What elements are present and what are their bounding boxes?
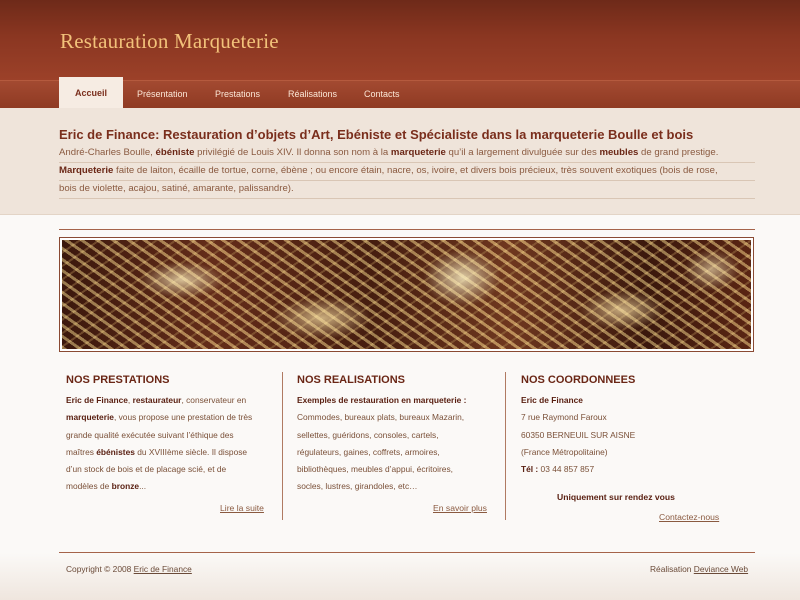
- intro-title: Eric de Finance: Restauration d’objets d’Art, Ebéniste et Spécialiste dans la marqueterie Boulle et bois: [59, 127, 694, 142]
- site-header: [0, 0, 800, 80]
- footer-divider: [59, 552, 755, 553]
- learn-more-link[interactable]: En savoir plus: [433, 503, 487, 513]
- nav-accueil[interactable]: Accueil: [59, 77, 123, 109]
- banner-divider: [59, 229, 755, 230]
- nav-prestations[interactable]: Prestations: [215, 89, 261, 99]
- footer-agency-link[interactable]: Deviance Web: [693, 564, 749, 574]
- footer-background: [0, 553, 800, 600]
- realisations-title: NOS REALISATIONS: [297, 374, 405, 386]
- prestations-title: NOS PRESTATIONS: [66, 374, 170, 386]
- coordonnees-title: NOS COORDONNEES: [521, 374, 636, 386]
- marquetry-banner-image: [59, 237, 754, 352]
- intro-section: [0, 108, 800, 215]
- intro-line-3: bois de violette, acajou, satiné, amarante, palissandre).: [59, 180, 755, 199]
- intro-line-1: André-Charles Boulle, ébéniste privilégié de Louis XIV. Il donna son nom à la marqueterie qu’il a largement divulguée sur des meubles de grand prestige.: [59, 144, 755, 163]
- main-nav: [0, 80, 800, 108]
- nav-contacts[interactable]: Contacts: [364, 89, 400, 99]
- contact-link[interactable]: Contactez-nous: [659, 512, 720, 522]
- realisations-text: Exemples de restauration en marqueterie : Commodes, bureaux plats, bureaux Mazarin, sellettes, guéridons, consoles, cartels, régulateurs, gaines, coffrets, armoires, bibliothèques, meubles d’appui, écritoires, socles, lustres, girandoles, etc…: [297, 395, 467, 492]
- column-divider-1: [282, 372, 283, 520]
- site-title[interactable]: Restauration Marqueterie: [60, 29, 279, 53]
- nav-realisations[interactable]: Réalisations: [288, 89, 338, 99]
- appointment-notice: Uniquement sur rendez vous: [557, 492, 675, 502]
- footer-owner-link[interactable]: Eric de Finance: [133, 564, 192, 574]
- prestations-text: Eric de Finance, restaurateur, conservateur en marqueterie, vous propose une prestation de très grande qualité exécutée suivant l’éthique des maîtres ébénistes du XVIIIème siècle. Il dispose d’un stock de bois et de placage scié, et de modèles de bronze...: [66, 395, 253, 492]
- column-divider-2: [505, 372, 506, 520]
- footer-credit: Réalisation Deviance Web: [650, 564, 749, 574]
- coordonnees-text: Eric de Finance 7 rue Raymond Faroux 60350 BERNEUIL SUR AISNE (France Métropolitaine) Tél : 03 44 857 857: [521, 395, 636, 475]
- boulle-marquetry-pattern: [62, 240, 751, 349]
- footer-copyright: Copyright © 2008 Eric de Finance: [66, 564, 192, 574]
- intro-line-2: Marqueterie faite de laiton, écaille de tortue, corne, ébène ; ou encore étain, nacre, os, ivoire, et divers bois précieux, très souvent exotiques (bois de rose,: [59, 162, 755, 181]
- nav-presentation[interactable]: Présentation: [137, 89, 188, 99]
- read-more-link[interactable]: Lire la suite: [220, 503, 264, 513]
